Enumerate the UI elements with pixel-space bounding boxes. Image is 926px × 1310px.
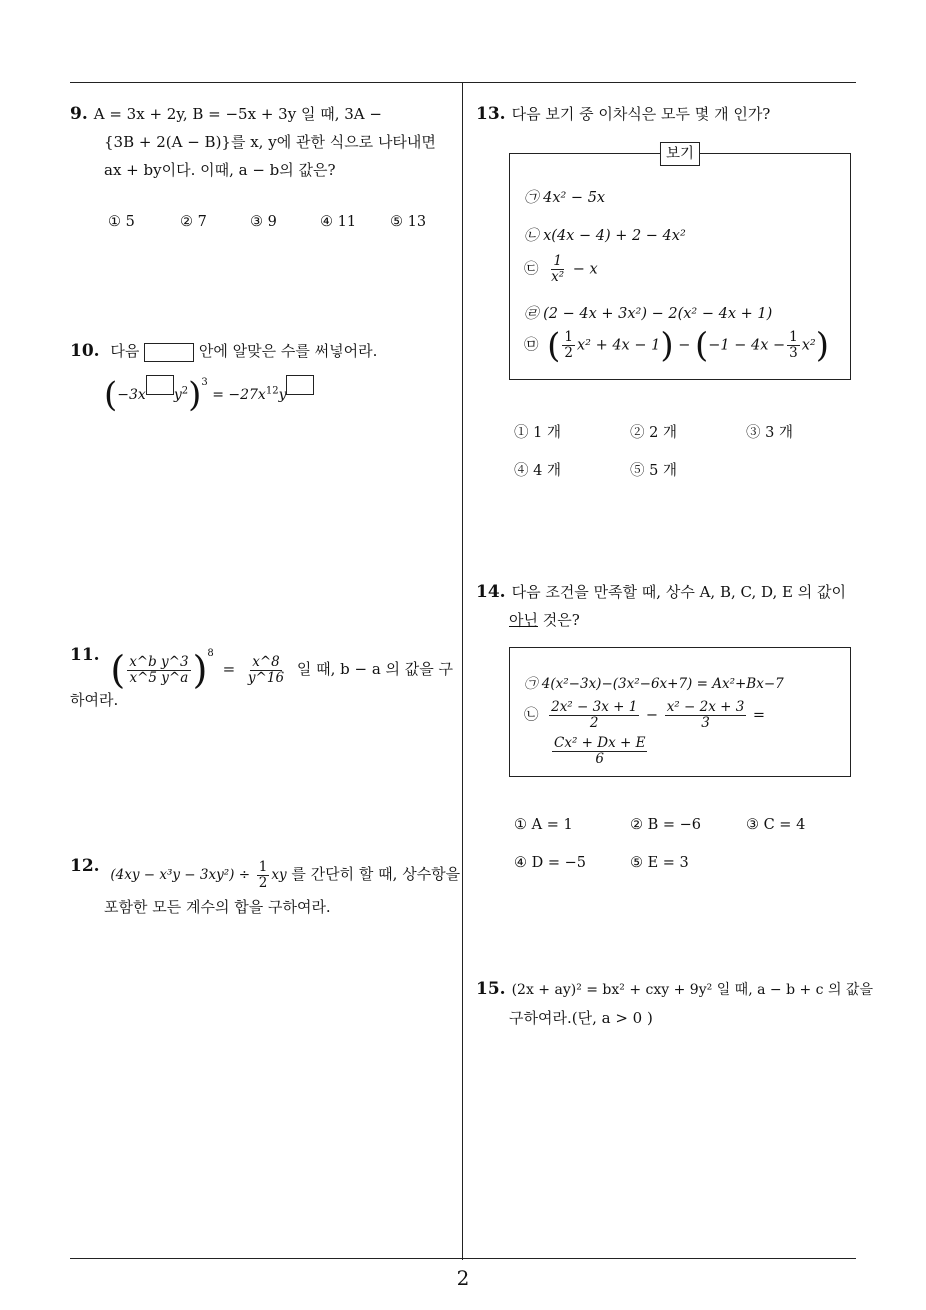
question-13 xyxy=(476,100,861,128)
question-text: 포함한 모든 계수의 합을 구하여라. xyxy=(104,897,331,916)
condition-item: ㉠ 4(x²−3x)−(3x²−6x+7) = Ax²+Bx−7 xyxy=(524,676,784,692)
example-item: ㉣ (2 − 4x + 3x²) − 2(x² − 4x + 1) xyxy=(524,306,773,322)
choice[interactable]: ③ 9 xyxy=(250,214,277,230)
choice[interactable]: ③ C = 4 xyxy=(746,817,806,833)
condition-item: $\frac{\text{Cx² + Dx + E}}{6}$ xyxy=(554,735,646,767)
choice[interactable]: ⑤ E = 3 xyxy=(630,855,689,871)
example-item: ㉠ 4x² − 5x xyxy=(524,190,606,206)
answer-blank[interactable] xyxy=(286,375,314,395)
example-item: ㉤ ( $\frac{1}{2}$ x² + 4x − 1) − (−1 − 4x − $\frac{1}{3}$ x²) xyxy=(524,325,829,366)
answer-blank[interactable] xyxy=(146,375,174,395)
question-9 xyxy=(70,100,455,184)
question-number: 9. xyxy=(70,104,88,124)
question-15 xyxy=(476,975,873,1032)
question-number: 13. xyxy=(476,104,506,124)
fraction: $\frac{\text{x\textasciicircum{}b y\textasciicircum{}3}}{x\^{}5 y\^{}a}$ xyxy=(129,653,189,686)
bottom-rule xyxy=(70,1258,856,1259)
question-text: A = 3x + 2y, B = −5x + 3y 일 때, 3A − xyxy=(93,105,382,123)
question-text: 일 때, b − a 의 값을 구하여라. xyxy=(70,660,454,709)
equation: (−3x $y^2)^3 = -27x^{12}y$ xyxy=(70,369,455,410)
top-rule xyxy=(70,82,856,83)
question-number: 14. xyxy=(476,582,506,602)
question-number: 12. xyxy=(70,856,100,876)
choice[interactable]: ④ D = −5 xyxy=(514,855,586,871)
question-text: 다음 보기 중 이차식은 모두 몇 개 인가? xyxy=(511,105,771,123)
question-10 xyxy=(70,337,455,415)
example-box xyxy=(509,146,851,380)
underlined-text: 아닌 xyxy=(509,611,538,629)
condition-box xyxy=(509,647,851,777)
page-number: 2 xyxy=(456,1266,470,1290)
question-number: 10. xyxy=(70,341,100,361)
question-text: 다음 조건을 만족할 때, 상수 A, B, C, D, E 의 값이 xyxy=(511,583,846,601)
question-text: {3B + 2(A − B)}를 x, y에 관한 식으로 나타내면 xyxy=(104,133,436,151)
fraction: $\frac{x\^{}8}{y\^{}16}$ xyxy=(247,653,285,686)
choice[interactable]: ⑤ 5 개 xyxy=(630,463,677,479)
question-text: 다음 xyxy=(110,342,140,360)
condition-item: ㉡ $\frac{\text{2x² − 3x + 1}}{2}$ − $\frac{\text{x² − 2x + 3}}{3}$ = xyxy=(524,699,766,731)
choice[interactable]: ③ 3 개 xyxy=(746,425,793,441)
question-text: 구하여라.(단, a > 0 ) xyxy=(509,1009,653,1027)
choice[interactable]: ④ 4 개 xyxy=(514,463,561,479)
choice[interactable]: ① A = 1 xyxy=(514,817,573,833)
question-number: 11. xyxy=(70,645,100,665)
choice[interactable]: ② 2 개 xyxy=(630,425,677,441)
question-text: (2x + ay)² = bx² + cxy + 9y² 일 때, a − b + c 의 값을 xyxy=(511,982,873,998)
example-item: ㉡ x(4x − 4) + 2 − 4x² xyxy=(524,228,686,244)
choice[interactable]: ① 1 개 xyxy=(514,425,561,441)
choice[interactable]: ⑤ 13 xyxy=(390,214,427,230)
question-14: 14. 다음 조건을 만족할 때, 상수 A, B, C, D, E 의 값이 아닌 것은? xyxy=(476,582,846,629)
box-title: 보기 xyxy=(660,142,700,166)
question-11: 11. ( $\frac{\text{x\textasciicircum{}b y\textasciicircum{}3}}{x\^{}5 y\^{}a}$ )$^8$ = $\frac{x\^{}8}{y\^{}16}$ 일 때, b − a 의 값을 구하여라. xyxy=(70,645,454,709)
column-divider xyxy=(462,83,463,1260)
answer-blank[interactable] xyxy=(144,343,194,362)
question-text: ax + by이다. 이때, a − b의 값은? xyxy=(104,161,336,179)
question-12: 12. (4xy − x³y − 3xy²) ÷ $\frac{1}{2}$ xy 를 간단히 할 때, 상수항을 포함한 모든 계수의 합을 구하여라. xyxy=(70,852,460,921)
choice[interactable]: ① 5 xyxy=(108,214,135,230)
question-text: 를 간단히 할 때, 상수항을 xyxy=(291,865,461,883)
choice[interactable]: ② 7 xyxy=(180,214,207,230)
fraction: $\frac{1}{2}$ xyxy=(258,858,268,891)
choice[interactable]: ④ 11 xyxy=(320,214,357,230)
question-text: 안에 알맞은 수를 써넣어라. xyxy=(198,342,378,360)
choice[interactable]: ② B = −6 xyxy=(630,817,702,833)
example-item: ㉢ $\frac{1}{\text{x²}}$ − x xyxy=(524,253,598,285)
question-number: 15. xyxy=(476,979,506,999)
